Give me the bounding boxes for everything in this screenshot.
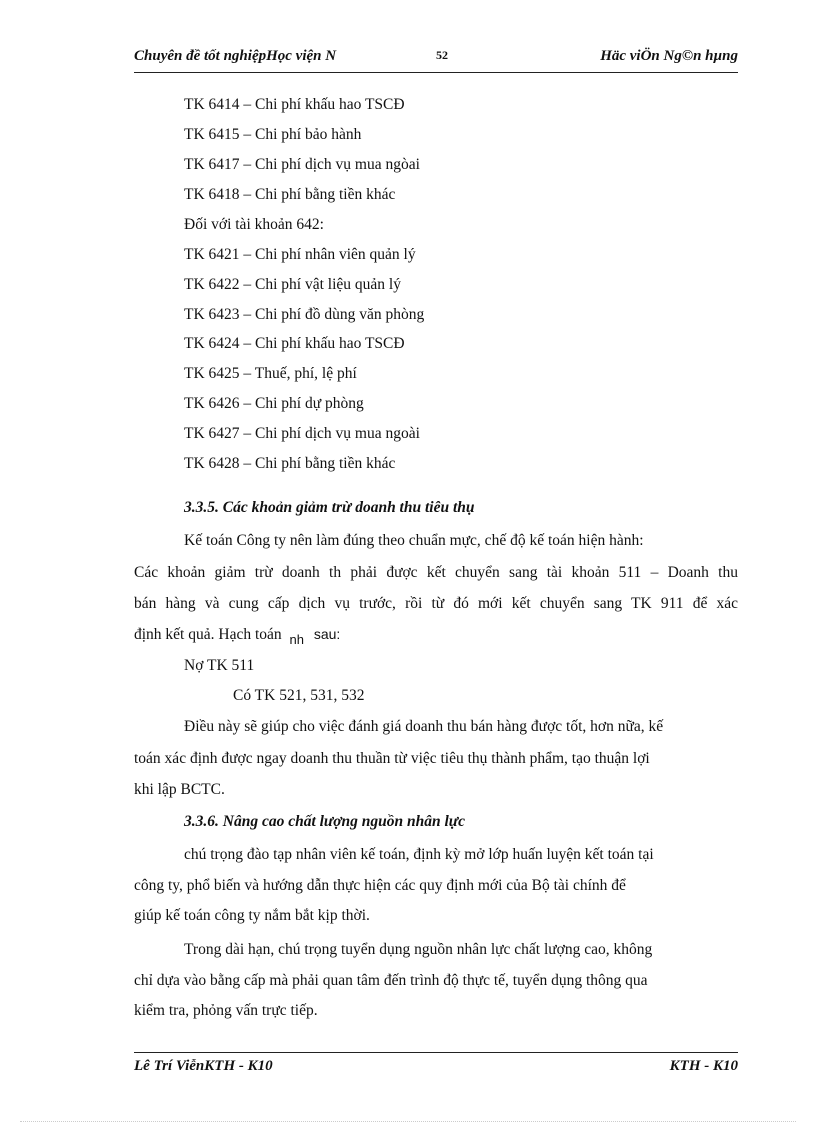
paragraph-line: toán xác định được ngay doanh thu thuần từ việc tiêu thụ thành phẩm, tạo thuận lợi bbox=[134, 750, 650, 767]
paragraph-line: kiểm tra, phỏng vấn trực tiếp. bbox=[134, 1002, 318, 1019]
paragraph-line: Trong dài hạn, chú trọng tuyển dụng nguồn nhân lực chất lượng cao, không bbox=[184, 941, 653, 958]
text-segment: định kết quả. Hạch toán bbox=[134, 626, 282, 643]
account-line: TK 6418 – Chi phí bằng tiền khác bbox=[184, 186, 396, 203]
page-footer bbox=[134, 1058, 738, 1075]
account-line: TK 6426 – Chi phí dự phòng bbox=[184, 395, 364, 412]
entry-credit: Có TK 521, 531, 532 bbox=[233, 687, 365, 704]
account-line: TK 6423 – Chi phí đồ dùng văn phòng bbox=[184, 306, 425, 323]
page-edge-divider bbox=[20, 1121, 796, 1122]
section-heading-335: 3.3.5. Các khoản giảm trừ doanh thu tiêu thụ bbox=[184, 499, 475, 516]
footer-right: KTH - K10 bbox=[669, 1058, 738, 1074]
paragraph-line: Điều này sẽ giúp cho việc đánh giá doanh thu bán hàng được tốt, hơn nữa, kế bbox=[184, 718, 664, 735]
footer-rule bbox=[134, 1052, 738, 1053]
text-fragment: nh bbox=[289, 632, 304, 647]
section-heading-336: 3.3.6. Nâng cao chất lượng nguồn nhân lực bbox=[184, 813, 465, 830]
paragraph-line: chỉ dựa vào bằng cấp mà phải quan tâm đến trình độ thực tế, tuyển dụng thông qua bbox=[134, 972, 648, 989]
account-line: TK 6428 – Chi phí bằng tiền khác bbox=[184, 455, 396, 472]
header-rule bbox=[134, 72, 738, 73]
account-line: TK 6425 – Thuế, phí, lệ phí bbox=[184, 365, 357, 382]
account-line: TK 6417 – Chi phí dịch vụ mua ngòai bbox=[184, 156, 420, 173]
page-header bbox=[134, 48, 738, 72]
paragraph-line bbox=[134, 624, 340, 645]
header-right-title: Häc viÖn Ng©n hµng bbox=[600, 48, 738, 64]
account-line: TK 6421 – Chi phí nhân viên quản lý bbox=[184, 246, 416, 263]
paragraph-line: Các khoản giảm trừ doanh th phải được kết chuyển sang tài khoản 511 – Doanh thu bbox=[134, 564, 738, 581]
paragraph-line: công ty, phổ biến và hướng dẫn thực hiện các quy định mới của Bộ tài chính để bbox=[134, 877, 626, 894]
account-line: TK 6415 – Chi phí bảo hành bbox=[184, 126, 362, 143]
account-line: TK 6414 – Chi phí khấu hao TSCĐ bbox=[184, 96, 405, 113]
paragraph-line: giúp kế toán công ty nắm bắt kịp thời. bbox=[134, 907, 370, 924]
account-line: TK 6424 – Chi phí khấu hao TSCĐ bbox=[184, 335, 405, 352]
paragraph-line: bán hàng và cung cấp dịch vụ trước, rồi từ đó mới kết chuyển sang TK 911 để xác bbox=[134, 595, 738, 612]
entry-debit: Nợ TK 511 bbox=[184, 657, 255, 674]
text-segment: Kế toán Công ty nên làm đúng theo chuẩn mực, chế độ kế toán hiện hành: bbox=[184, 532, 644, 549]
intro-642: Đối với tài khoản 642: bbox=[184, 216, 324, 233]
footer-left: Lê Trí ViễnKTH - K10 bbox=[134, 1058, 273, 1074]
paragraph-line: chú trọng đào tạp nhân viên kế toán, định kỳ mở lớp huấn luyện kết toán tại bbox=[184, 846, 654, 863]
page-number: 52 bbox=[436, 48, 448, 62]
text-segment: sau: bbox=[313, 626, 341, 642]
paragraph-line bbox=[184, 531, 738, 551]
account-line: TK 6422 – Chi phí vật liệu quản lý bbox=[184, 276, 401, 293]
account-line: TK 6427 – Chi phí dịch vụ mua ngoài bbox=[184, 425, 420, 442]
header-left-title: Chuyên đề tốt nghiệpHọc viện N bbox=[134, 48, 337, 64]
paragraph-line: khi lập BCTC. bbox=[134, 781, 225, 798]
